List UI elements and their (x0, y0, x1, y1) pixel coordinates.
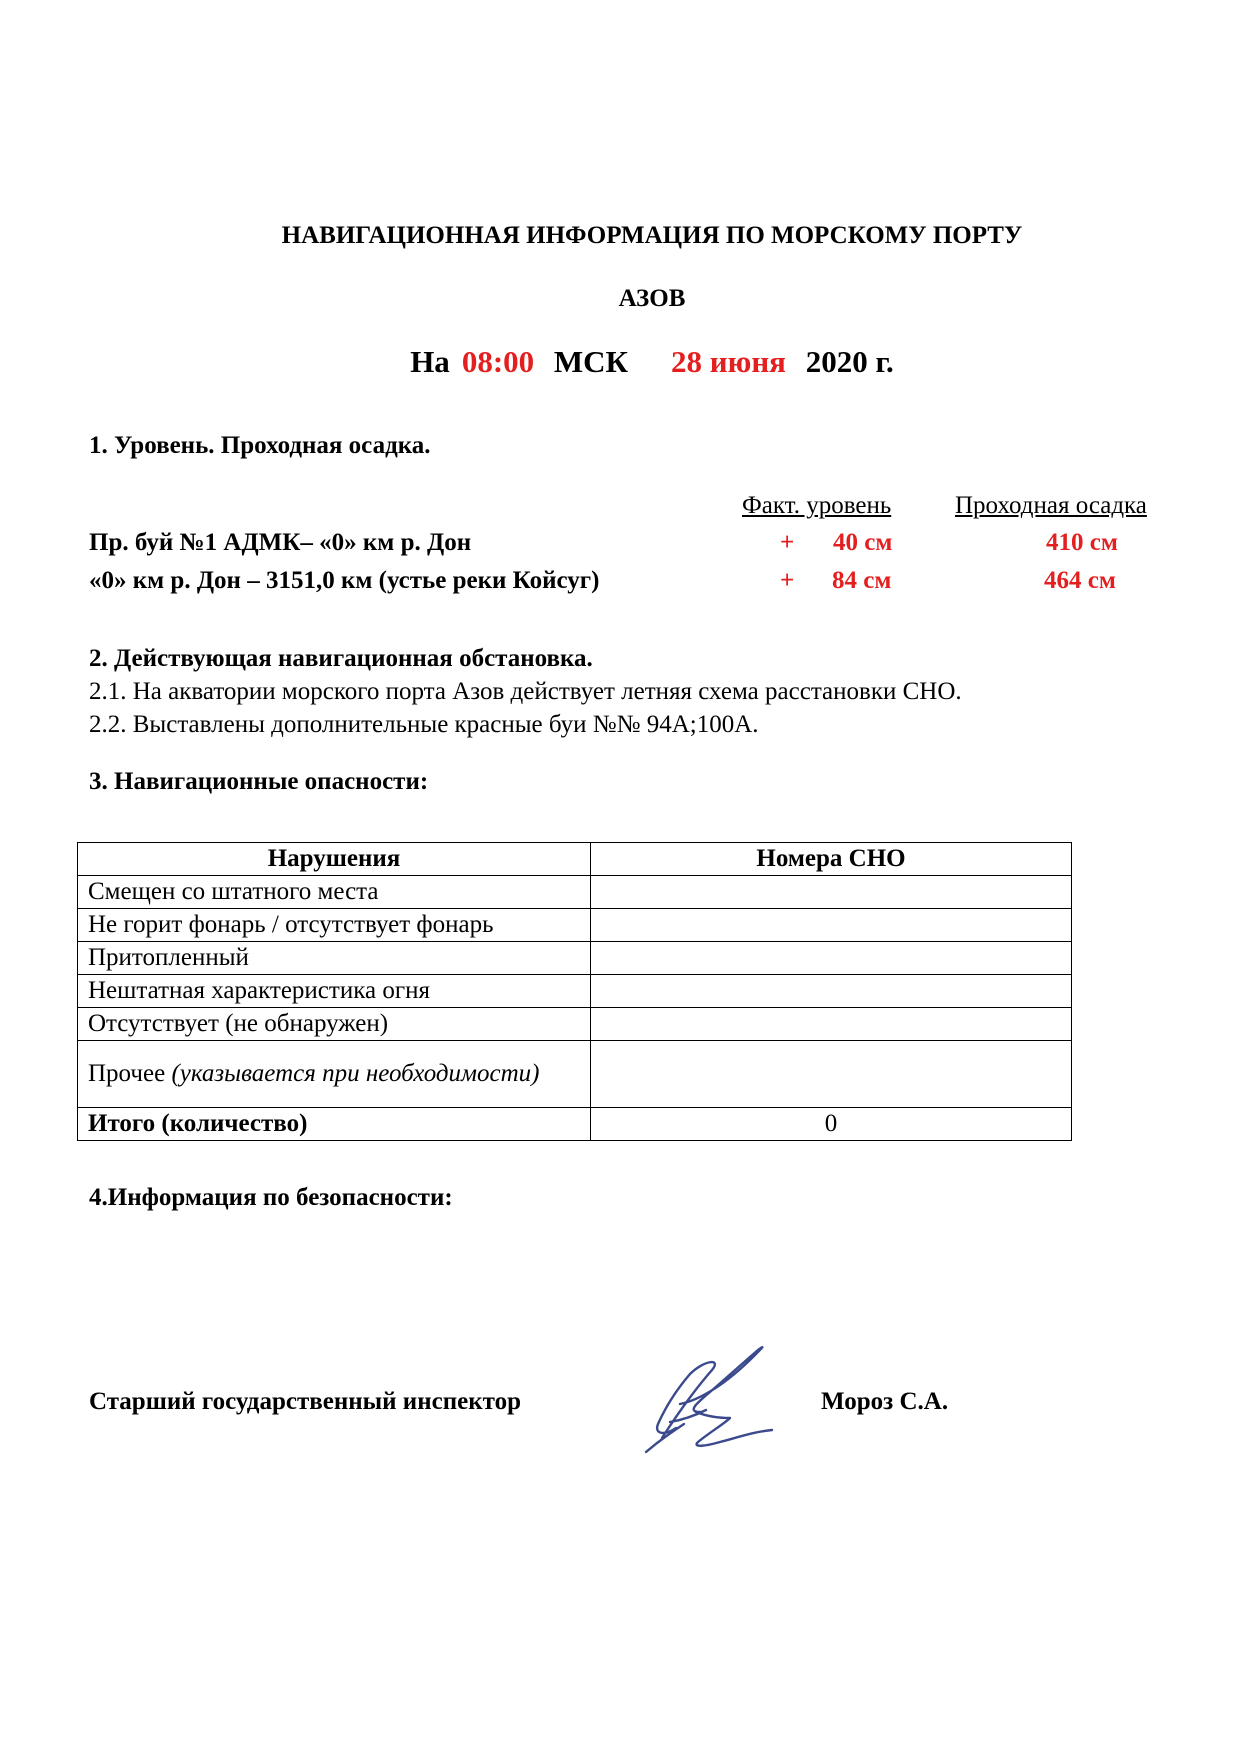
level-row-sign: + (780, 567, 795, 594)
report-time: 08:00 (461, 344, 535, 379)
violation-value (591, 876, 1072, 909)
level-row-label: Пр. буй №1 АДМК– «0» км р. Дон (89, 529, 472, 556)
level-row-sign: + (780, 529, 795, 556)
violation-value (591, 909, 1072, 942)
column-header-draft: Проходная осадка (955, 492, 1147, 519)
table-header-row (78, 843, 1072, 876)
violation-label: Притопленный (78, 942, 591, 975)
date-prefix: На (410, 344, 450, 379)
section-2-item: 2.2. Выставлены дополнительные красные буи №№ 94А;100А. (89, 711, 759, 738)
table-row (78, 909, 1072, 942)
other-violation-cell (78, 1041, 591, 1108)
violation-label: Нештатная характеристика огня (78, 975, 591, 1008)
violation-value (591, 942, 1072, 975)
table-row (78, 942, 1072, 975)
column-header-numbers: Номера СНО (591, 843, 1072, 876)
violation-value (591, 1008, 1072, 1041)
table-row-other (78, 1041, 1072, 1108)
report-date: 28 июня (671, 344, 786, 379)
level-row-label: «0» км р. Дон – 3151,0 км (устье реки Койсуг) (89, 567, 600, 594)
total-label: Итого (количество) (78, 1108, 591, 1141)
violation-label: Смещен со штатного места (78, 876, 591, 909)
level-row-value: 40 см (833, 529, 893, 556)
other-label: Прочее (88, 1060, 166, 1087)
port-name: АЗОВ (618, 285, 686, 312)
section-1-heading: 1. Уровень. Проходная осадка. (89, 432, 431, 459)
section-4-heading: 4.Информация по безопасности: (89, 1184, 453, 1211)
table-row-total (78, 1108, 1072, 1141)
other-note: (указывается при необходимости) (171, 1060, 540, 1087)
section-3-heading: 3. Навигационные опасности: (89, 768, 429, 795)
other-value (591, 1041, 1072, 1108)
violation-label: Отсутствует (не обнаружен) (78, 1008, 591, 1041)
report-datetime (0, 344, 1240, 380)
signatory-name: Мороз С.А. (821, 1388, 949, 1415)
section-2-item: 2.1. На акватории морского порта Азов действует летняя схема расстановки СНО. (89, 678, 962, 705)
violation-label: Не горит фонарь / отсутствует фонарь (78, 909, 591, 942)
level-row-draft: 410 см (1046, 529, 1118, 556)
document-title: НАВИГАЦИОННАЯ ИНФОРМАЦИЯ ПО МОРСКОМУ ПОРТУ (281, 222, 1023, 249)
table-row (78, 876, 1072, 909)
total-value: 0 (591, 1108, 1072, 1141)
section-2-heading: 2. Действующая навигационная обстановка. (89, 645, 593, 672)
violation-value (591, 975, 1072, 1008)
handwritten-signature (640, 1340, 790, 1458)
level-row-draft: 464 см (1044, 567, 1116, 594)
timezone: МСК (553, 344, 629, 379)
signatory-role: Старший государственный инспектор (89, 1388, 521, 1415)
table-row (78, 975, 1072, 1008)
column-header-violations: Нарушения (78, 843, 591, 876)
report-year: 2020 г. (805, 344, 894, 379)
column-header-level: Факт. уровень (742, 492, 892, 519)
hazards-table (77, 842, 1072, 1141)
level-row-value: 84 см (832, 567, 892, 594)
table-row (78, 1008, 1072, 1041)
